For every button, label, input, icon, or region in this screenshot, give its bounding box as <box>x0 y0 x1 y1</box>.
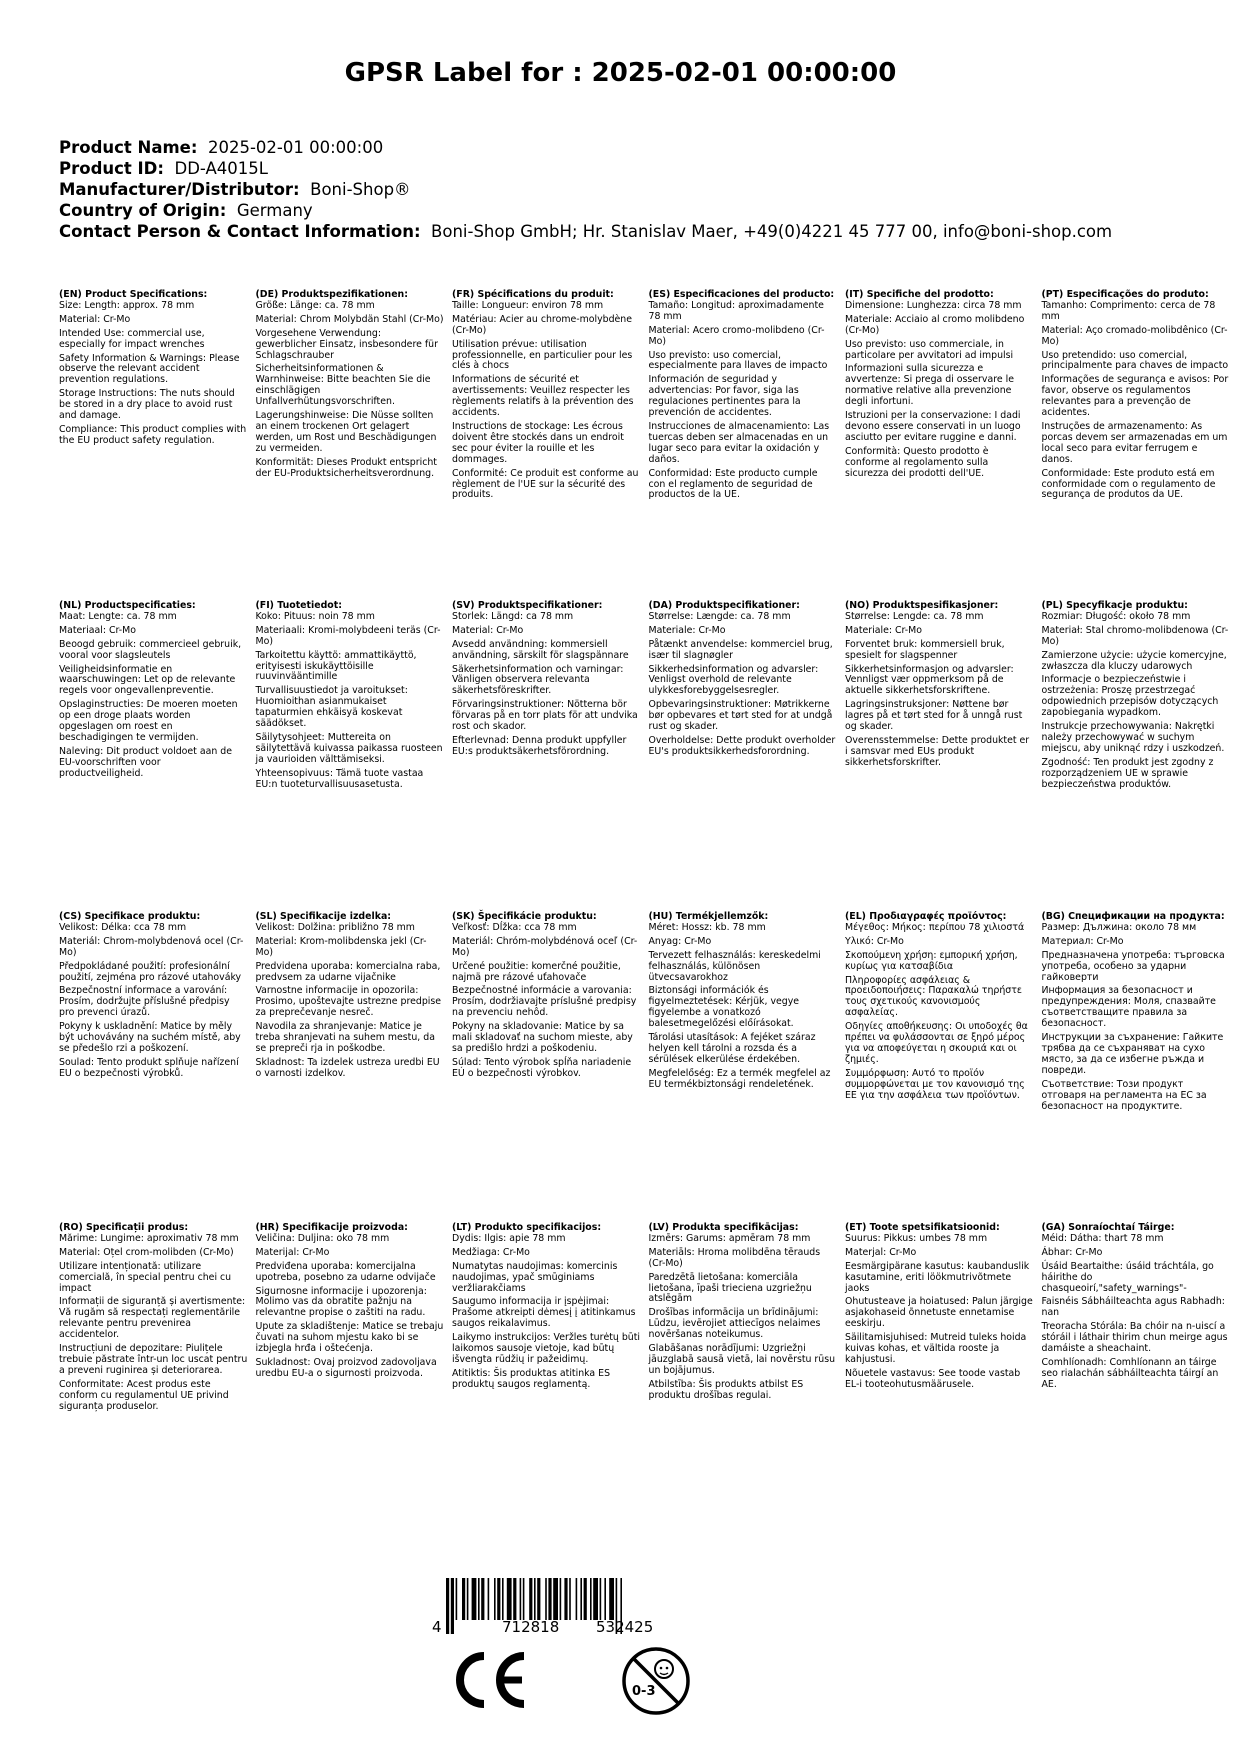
spec-paragraph: Conformidad: Este producto cumple con el reglamento de seguridad de productos de la UE. <box>648 467 818 501</box>
spec-paragraph: Lagringsinstruksjoner: Nøttene bør lagres på et tørt sted for å unngå rust og skader. <box>845 699 1023 733</box>
spec-paragraph: Instructions de stockage: Les écrous doivent être stockés dans un endroit sec pour éviter la rouille et les dommages. <box>452 420 624 465</box>
spec-paragraph: Beoogd gebruik: commercieel gebruik, vooral voor slagsleutels <box>59 638 242 661</box>
spec-paragraph: Velikost: Dolžina: približno 78 mm <box>255 921 415 933</box>
spec-paragraph: Úsáid Beartaithe: úsáid tráchtála, go háirithe do chasqueoirí,"safety_warnings"- <box>1041 1260 1214 1294</box>
spec-paragraph: Uso previsto: uso comercial, especialmente para llaves de impacto <box>648 349 828 372</box>
age-warning-icon <box>620 1645 692 1717</box>
spec-paragraph: Størrelse: Længde: ca. 78 mm <box>648 610 791 622</box>
spec-paragraph: Materijal: Cr-Mo <box>255 1246 330 1258</box>
barcode-digits-right: 532425 <box>596 1618 654 1636</box>
barcode-bar <box>560 1578 562 1620</box>
spec-paragraph: Material: Chrom Molybdän Stahl (Cr-Mo) <box>255 313 444 325</box>
spec-paragraph: Zamierzone użycie: użycie komercyjne, zwłaszcza dla kluczy udarowych <box>1041 649 1227 672</box>
spec-heading: (NO) Produktspesifikasjoner: <box>845 600 999 611</box>
spec-heading: (PT) Especificações do produto: <box>1041 289 1209 300</box>
spec-paragraph: Pokyny k uskladnění: Matice by měly být uchovávány na suchém místě, aby se předešlo rzi a poškození. <box>59 1021 241 1054</box>
barcode-digits-left: 712818 <box>502 1618 560 1636</box>
ce-mark-icon <box>452 1650 532 1710</box>
spec-heading: (BG) Спецификации на продукта: <box>1041 911 1225 922</box>
spec-paragraph: Turvallisuustiedot ja varoitukset: Huomioithan asianmukaiset tapaturmien ehkäisyä koskevat säädökset. <box>255 685 408 730</box>
info-row <box>59 137 1199 158</box>
info-label: Manufacturer/Distributor: <box>59 180 300 199</box>
spec-paragraph: Storage Instructions: The nuts should be stored in a dry place to avoid rust and damage. <box>59 388 235 422</box>
spec-paragraph: Biztonsági információk és figyelmeztetések: Kérjük, vegye figyelembe a vonatkozó balesetmegelőzési előírásokat. <box>648 985 800 1030</box>
spec-block <box>256 290 453 601</box>
barcode-bar <box>593 1578 598 1620</box>
barcode-bar <box>584 1578 587 1620</box>
spec-paragraph: Navodila za shranjevanje: Matice je treba shranjevati na suhem mestu, da se prepreči rja in poškodbe. <box>255 1021 435 1054</box>
barcode-bar <box>502 1578 504 1620</box>
spec-paragraph: Σκοπούμενη χρήση: εμπορική χρήση, κυρίως για κατσαβίδια <box>845 949 1018 972</box>
info-label: Product Name: <box>59 138 198 157</box>
barcode-bar <box>553 1578 558 1620</box>
spec-paragraph: Drošības informācija un brīdinājumi: Lūdzu, ievērojiet attiecīgos nelaimes novēršanas noteikumus. <box>648 1307 821 1341</box>
spec-block <box>1042 912 1239 1223</box>
spec-paragraph: Sicherheitsinformationen & Warnhinweise: Bitte beachten Sie die einschlägigen Unfallverhütungsvorschriften. <box>255 363 431 408</box>
spec-paragraph: Material: Oțel crom-molibden (Cr-Mo) <box>59 1246 234 1258</box>
spec-block <box>452 601 649 912</box>
spec-block <box>1042 601 1239 912</box>
spec-block <box>1042 290 1239 601</box>
spec-block <box>59 601 256 912</box>
spec-paragraph: Varnostne informacije in opozorila: Prosimo, upoštevajte ustrezne predpise za preprečevanje nesreč. <box>255 985 442 1019</box>
spec-paragraph: Forventet bruk: kommersiell bruk, spesielt for slagspenner <box>845 638 1005 661</box>
spec-block <box>845 1223 1042 1534</box>
spec-paragraph: Velikost: Délka: cca 78 mm <box>59 921 187 933</box>
spec-paragraph: Nõuetele vastavus: See toode vastab EL-i tooteohutusmäärusele. <box>845 1367 1021 1390</box>
page-title: GPSR Label for : 2025-02-01 00:00:00 <box>344 58 897 88</box>
barcode-bar <box>537 1578 540 1620</box>
spec-block <box>452 912 649 1223</box>
spec-paragraph: Informacje o bezpieczeństwie i ostrzeżenia: Proszę przestrzegać odpowiednich przepisów dotyczących zapobiegania wypadkom. <box>1041 674 1219 719</box>
barcode-bar <box>507 1578 512 1620</box>
spec-paragraph: Tamanho: Comprimento: cerca de 78 mm <box>1041 299 1216 322</box>
barcode-bar <box>564 1578 567 1620</box>
spec-paragraph: Atbilstība: Šis produkts atbilst ES produktu drošības regulai. <box>648 1378 804 1401</box>
spec-paragraph: Zgodność: Ten produkt jest zgodny z rozporządzeniem UE w sprawie bezpieczeństwa produktów. <box>1041 756 1214 790</box>
spec-paragraph: Bezpečnostní informace a varování: Prosím, dodržujte příslušné předpisy pro prevenci úrazů. <box>59 985 230 1019</box>
spec-paragraph: Saugumo informacija ir įspėjimai: Prašome atkreipti dėmesį į atitinkamus saugos reikalavimus. <box>452 1296 636 1330</box>
spec-paragraph: Størrelse: Lengde: ca. 78 mm <box>845 610 984 622</box>
spec-paragraph: Informations de sécurité et avertissements: Veuillez respecter les règlements relatifs à la prévention des accidents. <box>452 374 634 419</box>
spec-paragraph: Veličina: Duljina: oko 78 mm <box>255 1232 390 1244</box>
spec-paragraph: Съответствие: Този продукт отговаря на регламента на ЕС за безопасност на продуктите. <box>1041 1078 1207 1112</box>
spec-paragraph: Größe: Länge: ca. 78 mm <box>255 299 375 311</box>
spec-paragraph: Size: Length: approx. 78 mm <box>59 299 195 311</box>
spec-paragraph: Taille: Longueur: environ 78 mm <box>452 299 604 311</box>
spec-heading: (LT) Produkto specifikacijos: <box>452 1222 602 1233</box>
spec-heading: (NL) Productspecificaties: <box>59 600 196 611</box>
spec-block <box>452 290 649 601</box>
spec-paragraph: Ábhar: Cr-Mo <box>1041 1246 1103 1258</box>
spec-paragraph: Säkerhetsinformation och varningar: Vänligen observera relevanta säkerhetsföreskrifter. <box>452 663 624 697</box>
barcode-bar <box>456 1578 458 1620</box>
barcode-bar <box>472 1578 477 1620</box>
spec-paragraph: Atitiktis: Šis produktas atitinka ES produktų saugos reglamentą. <box>452 1367 611 1390</box>
spec-block <box>845 912 1042 1223</box>
barcode-digit-first: 4 <box>432 1618 442 1636</box>
barcode-bar <box>548 1578 551 1620</box>
spec-block <box>256 601 453 912</box>
barcode <box>432 1578 716 1636</box>
barcode-bar <box>580 1578 582 1620</box>
barcode-bar <box>467 1578 469 1620</box>
info-row <box>59 200 1199 221</box>
spec-paragraph: Materiale: Cr-Mo <box>845 624 922 636</box>
barcode-bar <box>590 1578 592 1620</box>
spec-paragraph: Matériau: Acier au chrome-molybdène (Cr-Mo) <box>452 313 633 336</box>
spec-block <box>649 601 846 912</box>
spec-paragraph: Sigurnosne informacije i upozorenja: Molimo vas da obratite pažnju na relevantne propise o zaštiti na radu. <box>255 1285 427 1319</box>
spec-heading: (ET) Toote spetsifikatsioonid: <box>845 1222 1000 1233</box>
spec-paragraph: Förvaringsinstruktioner: Nötterna bör förvaras på en torr plats för att undvika rost och skador. <box>452 699 638 733</box>
spec-paragraph: Sikkerhedsinformation og advarsler: Venligst overhold de relevante ulykkesforebyggelsesregler. <box>648 663 819 697</box>
info-value: Boni-Shop® <box>310 180 411 199</box>
spec-paragraph: Efterlevnad: Denna produkt uppfyller EU:s produktsäkerhetsförordning. <box>452 734 627 757</box>
info-row <box>59 179 1199 200</box>
spec-paragraph: Naleving: Dit product voldoet aan de EU-voorschriften voor productveiligheid. <box>59 745 232 779</box>
barcode-bar <box>604 1578 606 1620</box>
spec-paragraph: Πληροφορίες ασφάλειας & προειδοποιήσεις: Παρακαλώ τηρήστε τους σχετικούς κανονισμούς ασφαλείας. <box>845 974 1022 1019</box>
barcode-bar <box>488 1578 490 1620</box>
spec-paragraph: Suurus: Pikkus: umbes 78 mm <box>845 1232 988 1244</box>
spec-block <box>256 1223 453 1534</box>
spec-paragraph: Bezpečnostné informácie a varovania: Prosím, dodržiavajte príslušné predpisy na prevenciu nehôd. <box>452 985 637 1019</box>
spec-paragraph: Dydis: Ilgis: apie 78 mm <box>452 1232 566 1244</box>
spec-paragraph: Eesmärgipärane kasutus: kaubanduslik kasutamine, eriti löökmutrivõtmete jaoks <box>845 1260 1030 1294</box>
spec-paragraph: Material: Cr-Mo <box>452 624 524 636</box>
spec-paragraph: Určené použitie: komerčné použitie, najmä pre rázové uťahovače <box>452 960 621 983</box>
spec-paragraph: Conformità: Questo prodotto è conforme al regolamento sulla sicurezza dei prodotti dell'UE. <box>845 445 989 479</box>
spec-block <box>59 912 256 1223</box>
spec-heading: (SV) Produktspecifikationer: <box>452 600 603 611</box>
spec-paragraph: Storlek: Längd: ca 78 mm <box>452 610 574 622</box>
spec-paragraph: Lagerungshinweise: Die Nüsse sollten an einem trockenen Ort gelagert werden, um Rost und Beschädigungen zu vermeiden. <box>255 410 437 454</box>
spec-paragraph: Méret: Hossz: kb. 78 mm <box>648 921 766 933</box>
spec-paragraph: Predvidena uporaba: komercialna raba, predvsem za udarne vijačnike <box>255 960 441 983</box>
spec-block <box>649 290 846 601</box>
spec-block <box>452 1223 649 1534</box>
spec-block <box>649 1223 846 1534</box>
barcode-bar <box>478 1578 480 1620</box>
spec-paragraph: Información de seguridad y advertencias: Por favor, siga las regulaciones pertinentes para la prevención de accidentes. <box>648 374 801 419</box>
info-label: Country of Origin: <box>59 201 227 220</box>
spec-paragraph: Ohutusteave ja hoiatused: Palun järgige asjakohaseid õnnetuste ennetamise eeskirju. <box>845 1296 1033 1330</box>
spec-heading: (PL) Specyfikacje produktu: <box>1041 600 1188 611</box>
barcode-bar <box>446 1578 449 1634</box>
spec-paragraph: Koko: Pituus: noin 78 mm <box>255 610 375 622</box>
spec-paragraph: Veiligheidsinformatie en waarschuwingen: Let op de relevante regels voor ongevallenpreventie. <box>59 663 236 697</box>
spec-paragraph: Skladnost: Ta izdelek ustreza uredbi EU o varnosti izdelkov. <box>255 1056 440 1079</box>
spec-heading: (HU) Termékjellemzők: <box>648 911 769 922</box>
spec-heading: (ES) Especificaciones del producto: <box>648 289 835 300</box>
spec-paragraph: Faisnéis Sábháilteachta agus Rabhadh: nan <box>1041 1296 1225 1319</box>
spec-paragraph: Numatytas naudojimas: komercinis naudojimas, ypač smūginiams veržliarakčiams <box>452 1260 618 1294</box>
spec-paragraph: Utilisation prévue: utilisation professionnelle, en particulier pour les clés à chocs <box>452 338 633 372</box>
spec-paragraph: Yhteensopivuus: Tämä tuote vastaa EU:n tuoteturvallisuusasetusta. <box>255 767 424 790</box>
spec-heading: (GA) Sonraíochtaí Táirge: <box>1041 1222 1175 1233</box>
spec-heading: (FR) Spécifications du produit: <box>452 289 614 300</box>
spec-paragraph: Materjal: Cr-Mo <box>845 1246 917 1258</box>
spec-paragraph: Opslaginstructies: De moeren moeten op een droge plaats worden opgeslagen om roest en beschadigingen te vermijden. <box>59 699 238 743</box>
barcode-bar <box>576 1578 578 1620</box>
spec-paragraph: Předpokládané použití: profesionální použití, zejména pro rázové utahováky <box>59 960 242 983</box>
spec-paragraph: Οδηγίες αποθήκευσης: Οι υποδοχές θα πρέπει να φυλάσσονται σε ξηρό μέρος για να αποφεύγεται η σκουριά και οι ζημιές. <box>845 1021 1028 1065</box>
spec-paragraph: Laikymo instrukcijos: Veržles turėtų būti laikomos sausoje vietoje, kad būtų išvengta rūdžių ir pažeidimų. <box>452 1332 640 1365</box>
spec-paragraph: Instrucțiuni de depozitare: Piulițele trebuie păstrate într-un loc uscat pentru a preveni ruginirea și deteriorarea. <box>59 1343 248 1376</box>
spec-paragraph: Påtænkt anvendelse: kommerciel brug, især til slagnøgler <box>648 638 833 661</box>
spec-paragraph: Materiāls: Hroma molibdēna tērauds (Cr-Mo) <box>648 1246 821 1269</box>
spec-paragraph: Materiale: Acciaio al cromo molibdeno (Cr-Mo) <box>845 313 1025 336</box>
barcode-bar <box>609 1578 614 1620</box>
spec-paragraph: Paredzētā lietošana: komerciāla lietošana, īpaši trieciena uzgriežņu atslēgām <box>648 1271 812 1305</box>
spec-block <box>845 290 1042 601</box>
spec-paragraph: Istruzioni per la conservazione: I dadi devono essere conservati in un luogo asciutto per evitare ruggine e danni. <box>845 410 1021 443</box>
barcode-bar <box>513 1578 516 1620</box>
spec-paragraph: Overensstemmelse: Dette produktet er i samsvar med EUs produkt sikkerhetsforskrifter. <box>845 734 1030 768</box>
spec-paragraph: Izmērs: Garums: apmēram 78 mm <box>648 1232 811 1244</box>
spec-block <box>649 912 846 1223</box>
spec-paragraph: Instrukcje przechowywania: Nakrętki należy przechowywać w suchym miejscu, aby uniknąć rdzy i uszkodzeń. <box>1041 721 1225 754</box>
spec-paragraph: Avsedd användning: kommersiell användning, särskilt för slagspännare <box>452 638 629 661</box>
spec-paragraph: Predviđena uporaba: komercijalna upotreba, posebno za udarne odvijače <box>255 1260 436 1283</box>
spec-paragraph: Materiál: Chrom-molybdenová ocel (Cr-Mo) <box>59 935 244 958</box>
spec-paragraph: Υλικό: Cr-Mo <box>845 935 904 947</box>
barcode-bar <box>451 1578 454 1634</box>
spec-block <box>256 912 453 1223</box>
spec-paragraph: Veľkosť: Dĺžka: cca 78 mm <box>452 921 577 933</box>
spec-paragraph: Megfelelőség: Ez a termék megfelel az EU termékbiztonsági rendeletének. <box>648 1067 831 1090</box>
barcode-bar <box>534 1578 536 1620</box>
info-label: Contact Person & Contact Information: <box>59 222 421 241</box>
spec-paragraph: Säilytysohjeet: Muttereita on säilytettävä kuivassa paikassa ruosteen ja vaurioiden välttämiseksi. <box>255 731 443 765</box>
barcode-bar <box>494 1578 496 1620</box>
spec-paragraph: Instruções de armazenamento: As porcas devem ser armazenadas em um local seco para evitar ferrugem e danos. <box>1041 420 1228 465</box>
info-row <box>59 221 1199 242</box>
spec-paragraph: Material: Cr-Mo <box>59 313 131 325</box>
spec-paragraph: Conformitate: Acest produs este conform cu regulamentul UE privind siguranța produselor. <box>59 1378 229 1412</box>
product-info <box>59 137 1199 242</box>
spec-paragraph: Utilizare intenționată: utilizare comercială, în special pentru chei cu impact <box>59 1260 232 1294</box>
spec-paragraph: Μέγεθος: Μήκος: περίπου 78 χιλιοστά <box>845 921 1025 933</box>
spec-paragraph: Súlad: Tento výrobok spĺňa nariadenie EÚ o bezpečnosti výrobkov. <box>452 1056 632 1079</box>
spec-paragraph: Материал: Cr-Mo <box>1041 935 1124 947</box>
spec-paragraph: Materiaali: Kromi-molybdeeni teräs (Cr-Mo) <box>255 624 441 647</box>
spec-heading: (DA) Produktspecifikationer: <box>648 600 800 611</box>
spec-paragraph: Информация за безопасност и предупреждения: Моля, спазвайте съответстващите правила за безопасност. <box>1041 985 1216 1030</box>
spec-paragraph: Инструкции за съхранение: Гайките трябва да се съхраняват на сухо място, за да се избегне ръжда и повреди. <box>1041 1032 1224 1076</box>
spec-paragraph: Soulad: Tento produkt splňuje nařízení EU o bezpečnosti výrobků. <box>59 1056 239 1079</box>
spec-paragraph: Intended Use: commercial use, especially for impact wrenches <box>59 327 205 350</box>
spec-paragraph: Anyag: Cr-Mo <box>648 935 712 947</box>
spec-paragraph: Materiał: Stal chromo-molibdenowa (Cr-Mo) <box>1041 624 1229 647</box>
spec-heading: (EL) Προδιαγραφές προϊόντος: <box>845 911 1007 922</box>
spec-paragraph: Compliance: This product complies with the EU product safety regulation. <box>59 423 247 446</box>
spec-paragraph: Maat: Lengte: ca. 78 mm <box>59 610 177 622</box>
spec-heading: (HR) Specifikacije proizvoda: <box>255 1222 408 1233</box>
spec-paragraph: Méid: Dátha: thart 78 mm <box>1041 1232 1164 1244</box>
spec-paragraph: Informações de segurança e avisos: Por favor, observe os regulamentos relevantes para a prevenção de acidentes. <box>1041 374 1229 419</box>
spec-heading: (CS) Specifikace produktu: <box>59 911 201 922</box>
spec-paragraph: Uso previsto: uso commerciale, in particolare per avvitatori ad impulsi <box>845 338 1014 361</box>
info-value: DD-A4015L <box>174 159 268 178</box>
info-value: Boni-Shop GmbH; Hr. Stanislav Maer, +49(0)4221 45 777 00, info@boni-shop.com <box>431 222 1113 241</box>
spec-paragraph: Размер: Дължина: около 78 мм <box>1041 921 1197 933</box>
spec-paragraph: Vorgesehene Verwendung: gewerblicher Einsatz, insbesondere für Schlagschrauber <box>255 327 438 361</box>
spec-paragraph: Conformité: Ce produit est conforme au règlement de l'UE sur la sécurité des produits. <box>452 467 639 501</box>
barcode-bar <box>462 1578 465 1620</box>
spec-paragraph: Tamaño: Longitud: aproximadamente 78 mm <box>648 299 824 322</box>
barcode-bar <box>529 1578 532 1620</box>
barcode-bar <box>497 1578 500 1620</box>
spec-heading: (DE) Produktspezifikationen: <box>255 289 408 300</box>
language-spec-grid <box>59 290 1239 1534</box>
barcode-bar <box>523 1578 525 1620</box>
spec-paragraph: Mărime: Lungime: aproximativ 78 mm <box>59 1232 239 1244</box>
spec-heading: (SK) Špecifikácie produktu: <box>452 911 597 922</box>
spec-paragraph: Tervezett felhasználás: kereskedelmi felhasználás, különösen ütvecsavarokhoz <box>648 949 821 983</box>
barcode-bar <box>569 1578 571 1620</box>
spec-paragraph: Konformität: Dieses Produkt entspricht der EU-Produktsicherheitsverordnung. <box>255 456 437 479</box>
barcode-bar <box>481 1578 484 1620</box>
spec-paragraph: Pokyny na skladovanie: Matice by sa mali skladovať na suchom mieste, aby sa predišlo hrdzi a poškodeniu. <box>452 1021 633 1054</box>
spec-paragraph: Treoracha Stórála: Ba chóir na n-uiscí a stóráil i láthair thirim chun meirge agus damáiste a sheachaint. <box>1041 1321 1228 1355</box>
age-range-label: 0-3 <box>632 1684 656 1699</box>
spec-paragraph: Sukladnost: Ovaj proizvod zadovoljava uredbu EU-a o sigurnosti proizvoda. <box>255 1356 437 1379</box>
spec-paragraph: Safety Information & Warnings: Please observe the relevant accident prevention regulations. <box>59 352 240 386</box>
info-label: Product ID: <box>59 159 164 178</box>
spec-paragraph: Rozmiar: Długość: około 78 mm <box>1041 610 1191 622</box>
spec-paragraph: Uso pretendido: uso comercial, principalmente para chaves de impacto <box>1041 349 1229 372</box>
spec-paragraph: Medžiaga: Cr-Mo <box>452 1246 530 1258</box>
spec-paragraph: Συμμόρφωση: Αυτό το προϊόν συμμορφώνεται με τον κανονισμό της ΕΕ για την ασφάλεια των προϊόντων. <box>845 1067 1025 1101</box>
spec-block <box>845 601 1042 912</box>
barcode-bar <box>520 1578 522 1620</box>
spec-paragraph: Overholdelse: Dette produkt overholder EU's produktsikkerhedsforordning. <box>648 734 836 757</box>
spec-paragraph: Säilitamisjuhised: Mutreid tuleks hoida kuivas kohas, et vältida rooste ja kahjustusi. <box>845 1332 1027 1365</box>
barcode-bar <box>545 1578 547 1620</box>
info-row <box>59 158 1199 179</box>
spec-heading: (FI) Tuotetiedot: <box>255 600 342 611</box>
spec-paragraph: Materiál: Chróm-molybdénová oceľ (Cr-Mo) <box>452 935 638 958</box>
spec-paragraph: Material: Krom-molibdenska jekl (Cr-Mo) <box>255 935 427 958</box>
spec-paragraph: Material: Acero cromo-molibdeno (Cr-Mo) <box>648 324 825 347</box>
spec-paragraph: Предназначена употреба: търговска употреба, особено за ударни гайковерти <box>1041 949 1225 983</box>
spec-paragraph: Informații de siguranță și avertismente: Vă rugăm să respectați reglementările relevante pentru prevenirea accidentelor. <box>59 1296 246 1341</box>
spec-paragraph: Tarkoitettu käyttö: ammattikäyttö, erityisesti iskukäyttöisille ruuvinvääntimille <box>255 649 417 683</box>
spec-paragraph: Opbevaringsinstruktioner: Møtrikkerne bør opbevares et tørt sted for at undgå rust og skader. <box>648 699 833 733</box>
spec-paragraph: Conformidade: Este produto está em conformidade com o regulamento de segurança de produtos da UE. <box>1041 467 1216 501</box>
spec-paragraph: Materiaal: Cr-Mo <box>59 624 136 636</box>
barcode-bar <box>600 1578 602 1620</box>
spec-paragraph: Glabāšanas norādījumi: Uzgriežņi jāuzglabā sausā vietā, lai novērstu rūsu un bojājumus. <box>648 1343 836 1376</box>
spec-heading: (RO) Specificații produs: <box>59 1222 189 1233</box>
spec-block <box>1042 1223 1239 1534</box>
info-value: Germany <box>236 201 313 220</box>
spec-heading: (LV) Produkta specifikācijas: <box>648 1222 799 1233</box>
spec-paragraph: Material: Aço cromado-molibdênico (Cr-Mo) <box>1041 324 1228 347</box>
spec-heading: (SL) Specifikacije izdelka: <box>255 911 392 922</box>
spec-paragraph: Informazioni sulla sicurezza e avvertenze: Si prega di osservare le normative relative alla prevenzione degli infortuni. <box>845 363 1014 408</box>
spec-paragraph: Sikkerhetsinformasjon og advarsler: Vennligst vær oppmerksom på de aktuelle sikkerhetsforskriftene. <box>845 663 1014 697</box>
spec-heading: (IT) Specifiche del prodotto: <box>845 289 994 300</box>
spec-block <box>59 1223 256 1534</box>
spec-block <box>59 290 256 601</box>
spec-paragraph: Upute za skladištenje: Matice se trebaju čuvati na suhom mjestu kako bi se izbjegla hrđa i oštećenja. <box>255 1321 444 1355</box>
spec-paragraph: Materiale: Cr-Mo <box>648 624 726 636</box>
spec-paragraph: Tárolási utasítások: A fejéket száraz helyen kell tárolni a rozsda és a sérülések elkerülése érdekében. <box>648 1032 816 1065</box>
info-value: 2025-02-01 00:00:00 <box>207 138 384 157</box>
spec-paragraph: Instrucciones de almacenamiento: Las tuercas deben ser almacenadas en un lugar seco para evitar la oxidación y daños. <box>648 420 830 465</box>
spec-paragraph: Dimensione: Lunghezza: circa 78 mm <box>845 299 1022 311</box>
spec-heading: (EN) Product Specifications: <box>59 289 208 300</box>
spec-paragraph: Comhlíonadh: Comhlíonann an táirge seo rialachán sábháilteachta táirgí an AE. <box>1041 1356 1219 1390</box>
